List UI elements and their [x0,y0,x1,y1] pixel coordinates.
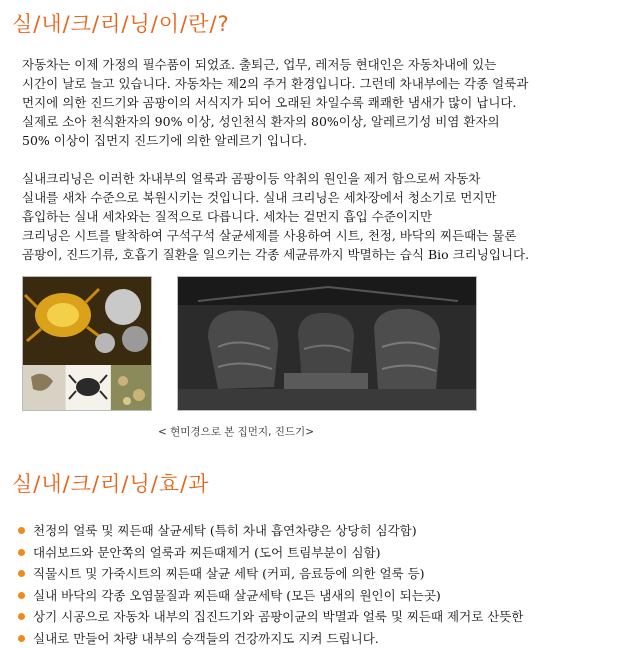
list-item-text: 천정의 얼룩 및 찌든때 살균세탁 (특히 차내 흡연차량은 상당히 심각함) [33,523,417,538]
text-line: 시간이 날로 늘고 있습니다. 자동차는 제2의 주거 환경입니다. 그런데 차내부에는 각종 얼룩과 [22,76,529,91]
text-line: 50% 이상이 집먼지 진드기에 의한 알레르기 입니다. [22,133,308,148]
text-line: 실제로 소아 천식환자의 90% 이상, 성인천식 환자의 80%이상, 알레르기성 비염 환자의 [22,114,500,129]
list-item-text: 실내로 만들어 차량 내부의 승객들의 건강까지도 지켜 드립니다. [33,630,379,646]
text-line: 크리닝은 시트를 탈착하여 구석구석 살균세제를 사용하여 시트, 천정, 바닥의 찌든때는 물론 [22,228,517,243]
intro-paragraph-2 [22,169,612,264]
text-line: 흡입하는 실내 세차와는 질적으로 다릅니다. 세차는 겉먼지 흡입 수준이지만 [22,209,433,224]
list-item [18,585,523,607]
bullet-icon [18,592,25,599]
list-item-text: 상기 시공으로 자동차 내부의 집진드기와 곰팡이균의 박멸과 얼룩 및 찌든때 제거로 산뜻한 [33,609,524,624]
list-item [18,520,523,542]
bullet-icon [18,635,25,642]
text-line: 곰팡이, 진드기류, 호흡기 질환을 일으키는 각종 세균류까지 박멸하는 습식 Bio 크리닝입니다. [22,247,530,262]
list-item [18,606,523,628]
list-item-text: 실내 바닥의 각종 오염물질과 찌든때 살균세탁 (모든 냄새의 원인이 되는곳) [33,587,441,603]
text-line: 자동차는 이제 가정의 필수품이 되었죠. 출퇴근, 업무, 레저등 현대인은 자동차내에 있는 [22,57,497,72]
section-title-what-is-interior-cleaning: 실/내/크/리/닝/이/란/? [12,12,230,36]
text-line: 실내크리닝은 이러한 차내부의 얼룩과 곰팡이등 악취의 원인을 제거 함으로써 자동차 [22,171,481,186]
bullet-icon [18,570,25,577]
text-line: 실내를 새차 수준으로 복원시키는 것입니다. 실내 크리닝은 세차장에서 청소기로 먼지만 [22,190,497,205]
dust-mite-microscope-image [22,276,152,411]
list-item [18,563,523,585]
effects-list [18,520,523,648]
list-item-text: 대쉬보드와 문안쪽의 얼룩과 찌든때제거 (도어 트림부분이 심함) [33,544,381,560]
image-caption: < 현미경으로 본 집먼지, 진드기> [158,426,314,438]
text-line: 먼지에 의한 진드기와 곰팡이의 서식지가 되어 오래된 차일수록 쾌쾌한 냄새가 많이 납니다. [22,95,517,110]
list-item [18,542,523,564]
car-interior-image [177,276,477,411]
bullet-icon [18,613,25,620]
bullet-icon [18,527,25,534]
bullet-icon [18,549,25,556]
list-item [18,628,523,648]
intro-paragraph-1 [22,55,612,150]
section-title-cleaning-effects: 실/내/크/리/닝/효/과 [12,472,210,496]
list-item-text: 직물시트 및 가죽시트의 찌든때 살균 세탁 (커피, 음료등에 의한 얼룩 등) [33,566,425,581]
intro-text [22,55,612,264]
